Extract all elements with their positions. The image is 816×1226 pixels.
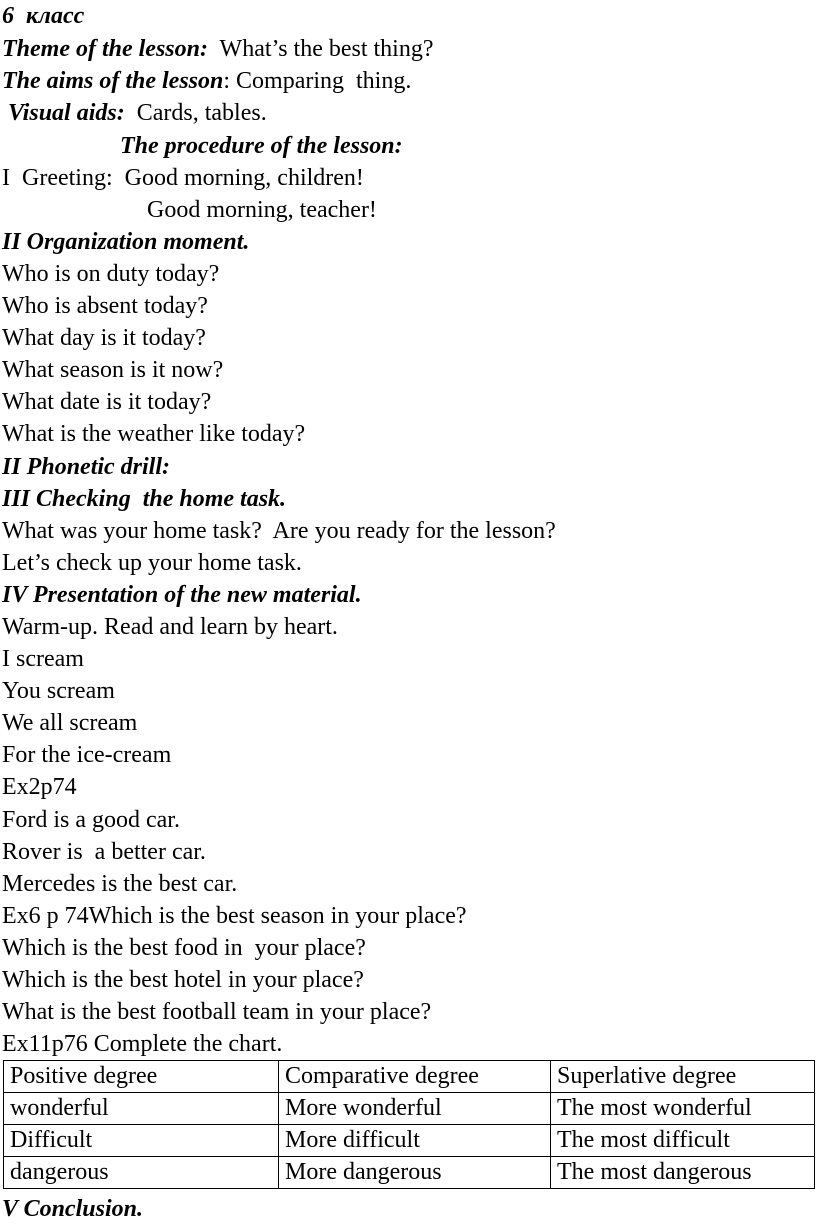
table-cell: Superlative degree: [551, 1061, 815, 1093]
aims-line: [2, 65, 411, 97]
presentation-line: Which is the best hotel in your place?: [2, 967, 364, 993]
degrees-table: [3, 1060, 815, 1189]
table-cell: The most difficult: [551, 1125, 815, 1157]
presentation-line: Ford is a good car.: [2, 807, 180, 833]
theme-value: What’s the best thing?: [207, 36, 434, 62]
visual-aids-line: [2, 97, 267, 129]
theme-label: Theme of the lesson:: [2, 36, 208, 62]
question-line: Who is absent today?: [2, 293, 208, 319]
table-row: [4, 1061, 815, 1093]
presentation-heading: IV Presentation of the new material.: [2, 582, 362, 608]
table-cell: Comparative degree: [279, 1061, 551, 1093]
presentation-line: Warm-up. Read and learn by heart.: [2, 614, 338, 640]
presentation-line: Ex11p76 Complete the chart.: [2, 1031, 283, 1057]
question-line: What day is it today?: [2, 325, 206, 351]
presentation-line: We all scream: [2, 710, 138, 736]
presentation-line: What is the best football team in your place?: [2, 999, 432, 1025]
table-cell: Positive degree: [4, 1061, 279, 1093]
aims-label: The aims of the lesson: [2, 68, 224, 94]
visual-aids-value: Cards, tables.: [124, 100, 267, 126]
table-cell: The most wonderful: [551, 1093, 815, 1125]
homework-line: What was your home task? Are you ready for the lesson?: [2, 518, 556, 544]
homework-heading: III Checking the home task.: [2, 486, 287, 512]
table-row: [4, 1125, 815, 1157]
table-cell: Difficult: [4, 1125, 279, 1157]
table-row: [4, 1157, 815, 1189]
presentation-line: For the ice-cream: [2, 742, 172, 768]
presentation-line: I scream: [2, 646, 84, 672]
table-cell: More dangerous: [279, 1157, 551, 1189]
presentation-line: Ex6 p 74Which is the best season in your place?: [2, 903, 467, 929]
question-line: What date is it today?: [2, 389, 212, 415]
presentation-line: Mercedes is the best car.: [2, 871, 238, 897]
presentation-line: Ex2p74: [2, 774, 77, 800]
aims-value: : Comparing thing.: [223, 68, 412, 94]
greeting-line: I Greeting: Good morning, children!: [2, 165, 364, 191]
theme-line: [2, 33, 434, 65]
table-cell: More difficult: [279, 1125, 551, 1157]
table-cell: The most dangerous: [551, 1157, 815, 1189]
presentation-line: Which is the best food in your place?: [2, 935, 366, 961]
grade-heading: 6 класс: [2, 3, 85, 29]
visual-aids-label: Visual aids:: [2, 100, 125, 126]
conclusion-heading: V Conclusion.: [2, 1196, 143, 1222]
homework-line: Let’s check up your home task.: [2, 550, 302, 576]
table-cell: dangerous: [4, 1157, 279, 1189]
procedure-title: The procedure of the lesson:: [120, 133, 403, 159]
table-cell: More wonderful: [279, 1093, 551, 1125]
table-row: [4, 1093, 815, 1125]
phonetic-heading: II Phonetic drill:: [2, 454, 171, 480]
presentation-line: Rover is a better car.: [2, 839, 206, 865]
question-line: Who is on duty today?: [2, 261, 220, 287]
table-cell: wonderful: [4, 1093, 279, 1125]
presentation-line: You scream: [2, 678, 115, 704]
organization-heading: II Organization moment.: [2, 229, 250, 255]
question-line: What season is it now?: [2, 357, 224, 383]
greeting-reply: Good morning, teacher!: [147, 197, 377, 223]
question-line: What is the weather like today?: [2, 421, 306, 447]
